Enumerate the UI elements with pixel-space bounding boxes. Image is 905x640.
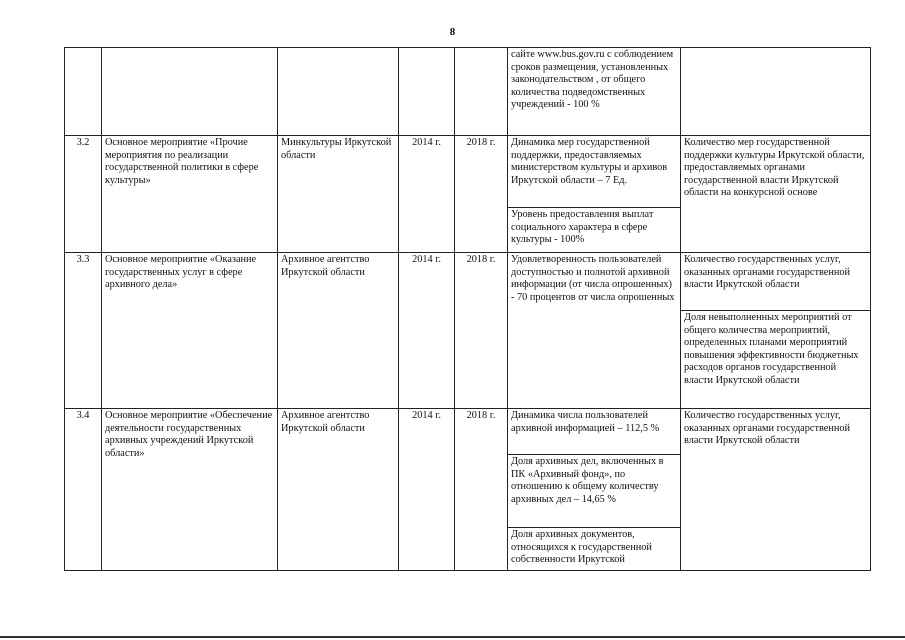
scan-edge (0, 636, 905, 638)
result: Доля невыполненных мероприятий от общего количества мероприятий, определенных планами мероприятий повышения эффективности бюджетных расходов органов государственной власти Иркутской области (681, 311, 871, 409)
indicator: Доля архивных документов, относящихся к государственной собственности Иркутской (508, 528, 681, 571)
indicator: Доля архивных дел, включенных в ПК «Архивный фонд», по отношению к общему количеству архивных дел – 14,65 % (508, 455, 681, 528)
start-year: 2014 г. (399, 409, 455, 571)
page-number: 8 (449, 26, 456, 38)
cell-event (102, 48, 278, 136)
row-number: 3.2 (65, 136, 102, 253)
row-number: 3.3 (65, 253, 102, 409)
end-year: 2018 г. (455, 253, 508, 409)
executor-name: Минкультуры Иркутской области (278, 136, 399, 253)
result: Количество государственных услуг, оказанных органами государственной власти Иркутской области (681, 253, 871, 311)
event-name: Основное мероприятие «Оказание государственных услуг в сфере архивного дела» (102, 253, 278, 409)
end-year: 2018 г. (455, 409, 508, 571)
indicator: Динамика мер государственной поддержки, предоставляемых министерством культуры и архивов Иркутской области – 7 Ед. (508, 136, 681, 208)
cell-start (399, 48, 455, 136)
start-year: 2014 г. (399, 136, 455, 253)
executor-name: Архивное агентство Иркутской области (278, 253, 399, 409)
indicator: Удовлетворенность пользователей доступностью и полнотой архивной информации (от числа опрошенных) - 70 процентов от числа опрошенных (508, 253, 681, 409)
indicator: Уровень предоставления выплат социального характера в сфере культуры - 100% (508, 208, 681, 253)
end-year: 2018 г. (455, 136, 508, 253)
table-row (65, 409, 871, 455)
table-row (65, 253, 871, 311)
cell-num (65, 48, 102, 136)
cell-result (681, 48, 871, 136)
measures-table (64, 47, 871, 571)
result: Количество мер государственной поддержки культуры Иркутской области, предоставляемых органами государственной власти Иркутской области на конкурсной основе (681, 136, 871, 253)
executor-name: Архивное агентство Иркутской области (278, 409, 399, 571)
cell-executor (278, 48, 399, 136)
cell-indicator: сайте www.bus.gov.ru с соблюдением сроков размещения, установленных законодательством , от общего количества подведомственных учреждений - 100 % (508, 48, 681, 136)
cell-end (455, 48, 508, 136)
result: Количество государственных услуг, оказанных органами государственной власти Иркутской области (681, 409, 871, 571)
table-row (65, 136, 871, 208)
event-name: Основное мероприятие «Обеспечение деятельности государственных архивных учреждений Иркутской области» (102, 409, 278, 571)
table-row-continuation (65, 48, 871, 136)
event-name: Основное мероприятие «Прочие мероприятия по реализации государственной политики в сфере культуры» (102, 136, 278, 253)
indicator: Динамика числа пользователей архивной информацией – 112,5 % (508, 409, 681, 455)
start-year: 2014 г. (399, 253, 455, 409)
row-number: 3.4 (65, 409, 102, 571)
